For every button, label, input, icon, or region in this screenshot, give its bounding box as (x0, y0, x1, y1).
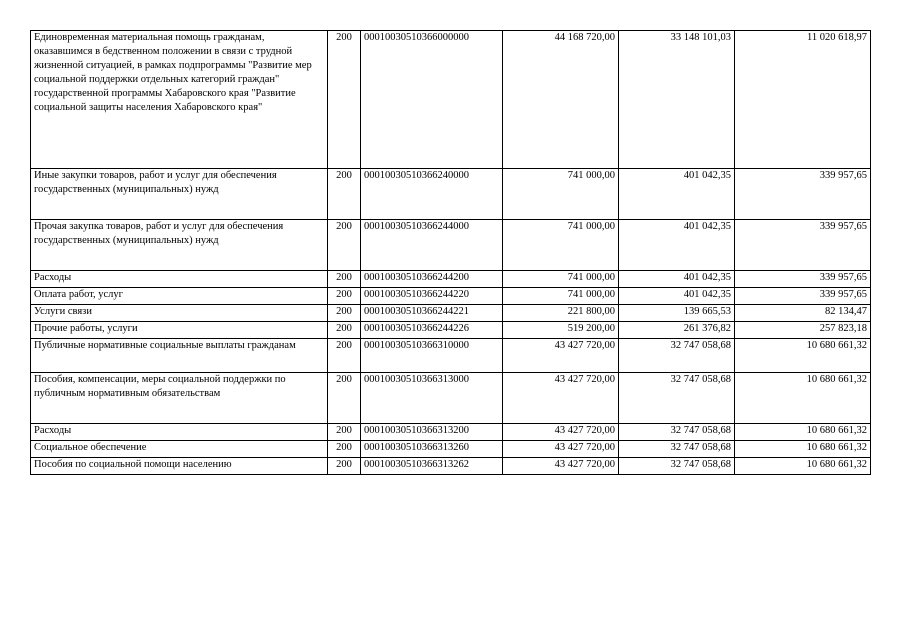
row-line-code-cell: 200 (328, 424, 361, 441)
row-executed-cell: 33 148 101,03 (619, 31, 735, 169)
row-approved-cell: 741 000,00 (503, 288, 619, 305)
row-line-code-cell: 200 (328, 31, 361, 169)
row-unexecuted-cell: 10 680 661,32 (735, 373, 871, 424)
row-line-code-cell: 200 (328, 373, 361, 424)
row-name-cell: Социальное обеспечение (31, 441, 328, 458)
row-line-code-cell: 200 (328, 288, 361, 305)
row-line-code-cell: 200 (328, 271, 361, 288)
row-approved-cell: 43 427 720,00 (503, 339, 619, 373)
row-executed-cell: 32 747 058,68 (619, 441, 735, 458)
row-line-code-cell: 200 (328, 339, 361, 373)
row-unexecuted-cell: 10 680 661,32 (735, 458, 871, 475)
row-classification-code-cell: 00010030510366313262 (361, 458, 503, 475)
row-line-code-cell: 200 (328, 322, 361, 339)
row-line-code-cell: 200 (328, 169, 361, 220)
row-unexecuted-cell: 339 957,65 (735, 288, 871, 305)
row-approved-cell: 43 427 720,00 (503, 424, 619, 441)
budget-execution-table (30, 30, 871, 475)
table-row (31, 373, 871, 424)
row-approved-cell: 741 000,00 (503, 220, 619, 271)
row-unexecuted-cell: 339 957,65 (735, 271, 871, 288)
table-row (31, 458, 871, 475)
table-row (31, 424, 871, 441)
row-classification-code-cell: 00010030510366313200 (361, 424, 503, 441)
row-executed-cell: 401 042,35 (619, 220, 735, 271)
row-classification-code-cell: 00010030510366313000 (361, 373, 503, 424)
row-line-code-cell: 200 (328, 305, 361, 322)
row-name-cell: Расходы (31, 271, 328, 288)
row-unexecuted-cell: 82 134,47 (735, 305, 871, 322)
row-approved-cell: 43 427 720,00 (503, 441, 619, 458)
row-executed-cell: 401 042,35 (619, 271, 735, 288)
table-row (31, 322, 871, 339)
row-classification-code-cell: 00010030510366313260 (361, 441, 503, 458)
row-name-cell: Публичные нормативные социальные выплаты гражданам (31, 339, 328, 373)
row-name-cell: Прочие работы, услуги (31, 322, 328, 339)
row-classification-code-cell: 00010030510366240000 (361, 169, 503, 220)
row-classification-code-cell: 00010030510366244221 (361, 305, 503, 322)
table-row (31, 339, 871, 373)
table-row (31, 305, 871, 322)
row-executed-cell: 261 376,82 (619, 322, 735, 339)
row-approved-cell: 43 427 720,00 (503, 373, 619, 424)
row-approved-cell: 43 427 720,00 (503, 458, 619, 475)
row-unexecuted-cell: 339 957,65 (735, 220, 871, 271)
row-name-cell: Пособия, компенсации, меры социальной поддержки по публичным нормативным обязательствам (31, 373, 328, 424)
row-name-cell: Иные закупки товаров, работ и услуг для обеспечения государственных (муниципальных) нужд (31, 169, 328, 220)
row-unexecuted-cell: 10 680 661,32 (735, 339, 871, 373)
row-unexecuted-cell: 11 020 618,97 (735, 31, 871, 169)
row-name-cell: Единовременная материальная помощь гражданам, оказавшимся в бедственном положении в связи с трудной жизненной ситуацией, в рамках подпрограммы "Развитие мер социальной поддержки отдельных категорий граждан" государственной программы Хабаровского края "Развитие социальной защиты населения Хабаровского края" (31, 31, 328, 169)
row-classification-code-cell: 00010030510366244220 (361, 288, 503, 305)
table-row (31, 271, 871, 288)
row-classification-code-cell: 00010030510366244226 (361, 322, 503, 339)
row-name-cell: Оплата работ, услуг (31, 288, 328, 305)
row-approved-cell: 741 000,00 (503, 271, 619, 288)
table-row (31, 220, 871, 271)
row-classification-code-cell: 00010030510366244200 (361, 271, 503, 288)
row-line-code-cell: 200 (328, 458, 361, 475)
table-body (31, 31, 871, 475)
row-approved-cell: 519 200,00 (503, 322, 619, 339)
row-executed-cell: 401 042,35 (619, 288, 735, 305)
row-name-cell: Услуги связи (31, 305, 328, 322)
row-name-cell: Прочая закупка товаров, работ и услуг для обеспечения государственных (муниципальных) нужд (31, 220, 328, 271)
table-row (31, 288, 871, 305)
table-row (31, 441, 871, 458)
row-name-cell: Расходы (31, 424, 328, 441)
table-row (31, 31, 871, 169)
row-approved-cell: 221 800,00 (503, 305, 619, 322)
row-approved-cell: 741 000,00 (503, 169, 619, 220)
row-executed-cell: 32 747 058,68 (619, 458, 735, 475)
row-unexecuted-cell: 339 957,65 (735, 169, 871, 220)
row-executed-cell: 32 747 058,68 (619, 339, 735, 373)
row-line-code-cell: 200 (328, 441, 361, 458)
row-line-code-cell: 200 (328, 220, 361, 271)
row-executed-cell: 401 042,35 (619, 169, 735, 220)
row-classification-code-cell: 00010030510366310000 (361, 339, 503, 373)
row-name-cell: Пособия по социальной помощи населению (31, 458, 328, 475)
row-executed-cell: 139 665,53 (619, 305, 735, 322)
row-unexecuted-cell: 10 680 661,32 (735, 424, 871, 441)
table-row (31, 169, 871, 220)
row-executed-cell: 32 747 058,68 (619, 424, 735, 441)
row-executed-cell: 32 747 058,68 (619, 373, 735, 424)
row-classification-code-cell: 00010030510366244000 (361, 220, 503, 271)
row-unexecuted-cell: 257 823,18 (735, 322, 871, 339)
row-classification-code-cell: 00010030510366000000 (361, 31, 503, 169)
row-unexecuted-cell: 10 680 661,32 (735, 441, 871, 458)
row-approved-cell: 44 168 720,00 (503, 31, 619, 169)
